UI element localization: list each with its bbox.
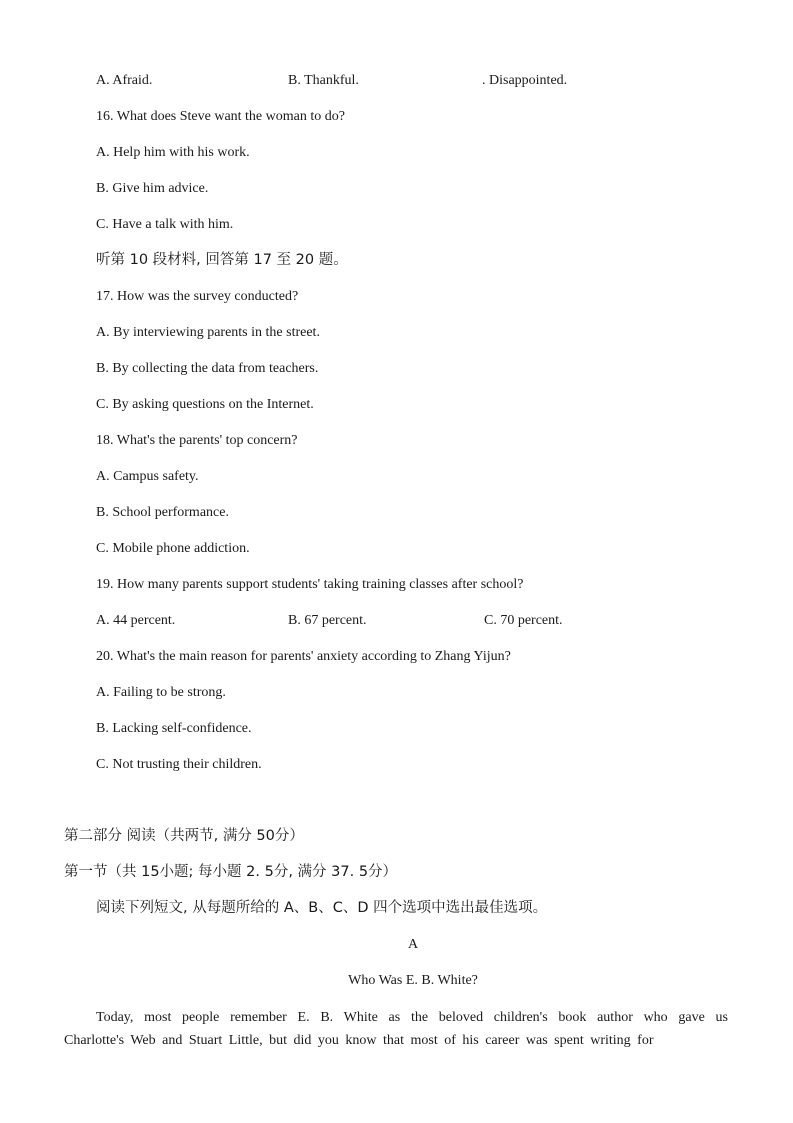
part2-title: 第二部分 阅读（共两节, 满分 50分）	[64, 828, 304, 844]
q16-option-b: B. Give him advice.	[96, 181, 209, 196]
q15-option-b: B. Thankful.	[288, 73, 359, 88]
q17-option-b: B. By collecting the data from teachers.	[96, 361, 319, 376]
q18-option-b: B. School performance.	[96, 505, 229, 520]
q17-question: 17. How was the survey conducted?	[96, 289, 299, 304]
q20-question: 20. What's the main reason for parents' anxiety according to Zhang Yijun?	[96, 649, 511, 664]
q17-option-a: A. By interviewing parents in the street.	[96, 325, 320, 340]
q18-option-c: C. Mobile phone addiction.	[96, 541, 250, 556]
reading-instruction: 阅读下列短文, 从每题所给的 A、B、C、D 四个选项中选出最佳选项。	[96, 900, 548, 916]
q18-question: 18. What's the parents' top concern?	[96, 433, 298, 448]
q19-option-b: B. 67 percent.	[288, 613, 367, 628]
q19-option-c: C. 70 percent.	[484, 613, 563, 628]
q15-option-c: . Disappointed.	[482, 73, 568, 88]
q16-option-c: C. Have a talk with him.	[96, 217, 234, 232]
passage-paragraph: Today, most people remember E. B. White as the beloved children's book author who gave us Charlotte's Web and Stuart Little, but did you know that most of his career was spent writing for	[64, 1010, 728, 1048]
section1-title: 第一节（共 15小题; 每小题 2. 5分, 满分 37. 5分）	[64, 864, 398, 880]
section10-instruction: 听第 10 段材料, 回答第 17 至 20 题。	[96, 252, 348, 268]
q16-question: 16. What does Steve want the woman to do?	[96, 109, 345, 124]
q20-option-c: C. Not trusting their children.	[96, 757, 262, 772]
q17-option-c: C. By asking questions on the Internet.	[96, 397, 314, 412]
q15-option-a: A. Afraid.	[96, 73, 153, 88]
q20-option-b: B. Lacking self-confidence.	[96, 721, 252, 736]
passage-letter: A	[407, 937, 419, 952]
q16-option-a: A. Help him with his work.	[96, 145, 250, 160]
passage-title: Who Was E. B. White?	[348, 973, 478, 988]
q19-option-a: A. 44 percent.	[96, 613, 176, 628]
q19-question: 19. How many parents support students' taking training classes after school?	[96, 577, 524, 592]
q20-option-a: A. Failing to be strong.	[96, 685, 226, 700]
q18-option-a: A. Campus safety.	[96, 469, 199, 484]
